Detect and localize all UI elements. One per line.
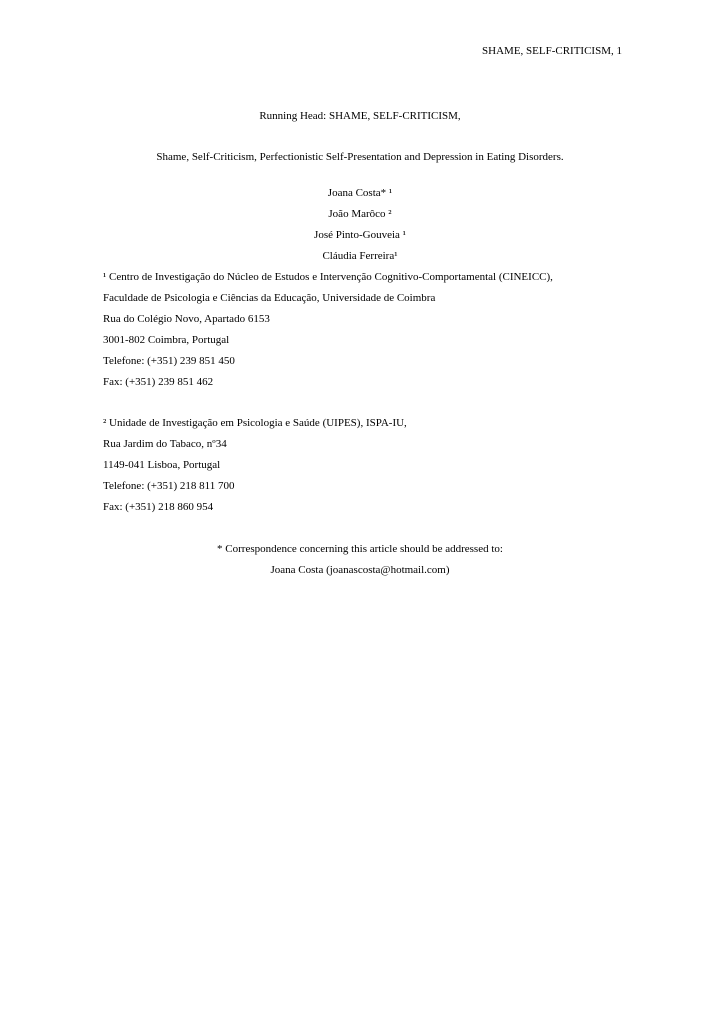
affiliation-2-line: 1149-041 Lisboa, Portugal bbox=[103, 459, 221, 471]
affiliation-1-line: Faculdade de Psicologia e Ciências da Educação, Universidade de Coimbra bbox=[103, 292, 436, 304]
affiliation-1-line: Telefone: (+351) 239 851 450 bbox=[103, 355, 235, 367]
affiliation-1-line: 3001-802 Coimbra, Portugal bbox=[103, 334, 230, 346]
author-2: João Marôco ² bbox=[328, 208, 392, 220]
affiliation-1-line: Rua do Colégio Novo, Apartado 6153 bbox=[103, 313, 270, 325]
affiliation-2-line: Rua Jardim do Tabaco, nº34 bbox=[103, 438, 227, 450]
running-head: Running Head: SHAME, SELF-CRITICISM, bbox=[259, 110, 461, 122]
affiliation-2-line: Fax: (+351) 218 860 954 bbox=[103, 501, 214, 513]
author-3: José Pinto-Gouveia ¹ bbox=[314, 229, 406, 241]
correspondence-note: * Correspondence concerning this article should be addressed to: bbox=[217, 543, 503, 555]
affiliation-2-line: Telefone: (+351) 218 811 700 bbox=[103, 480, 235, 492]
paper-title: Shame, Self-Criticism, Perfectionistic Self-Presentation and Depression in Eating Disorders. bbox=[156, 151, 564, 163]
affiliation-2-line: ² Unidade de Investigação em Psicologia e Saúde (UIPES), ISPA-IU, bbox=[103, 417, 407, 429]
affiliation-1-line: ¹ Centro de Investigação do Núcleo de Estudos e Intervenção Cognitivo-Comportamental (CINEICC), bbox=[103, 271, 553, 283]
correspondence-contact: Joana Costa (joanascosta@hotmail.com) bbox=[270, 564, 450, 576]
affiliation-1-line: Fax: (+351) 239 851 462 bbox=[103, 376, 214, 388]
page-running-header: SHAME, SELF-CRITICISM, 1 bbox=[482, 45, 622, 57]
author-4: Cláudia Ferreira¹ bbox=[322, 250, 398, 262]
author-1: Joana Costa* ¹ bbox=[327, 187, 393, 199]
